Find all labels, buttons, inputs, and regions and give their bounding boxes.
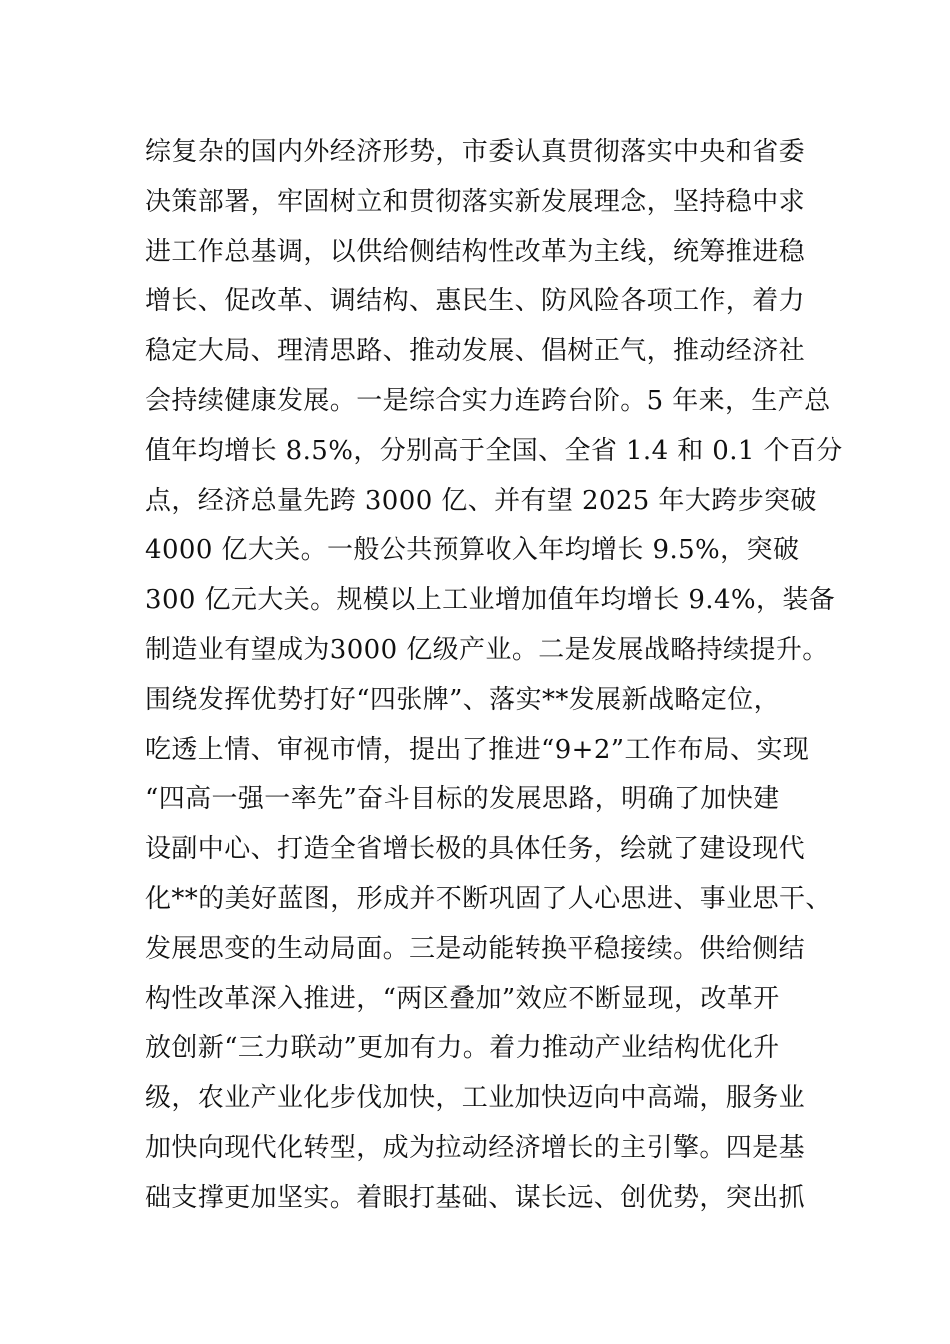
text-line: 4000 亿大关。一般公共预算收入年均增长 9.5%，突破 <box>145 535 800 566</box>
text-line: 构性改革深入推进，“两区叠加”效应不断显现，改革开 <box>145 983 780 1014</box>
text-line: 础支撑更加坚实。着眼打基础、谋长远、创优势，突出抓 <box>145 1182 806 1213</box>
text-line: 稳定大局、理清思路、推动发展、倡树正气，推动经济社 <box>145 336 806 367</box>
text-line: 增长、促改革、调结构、惠民生、防风险各项工作，着力 <box>145 286 806 317</box>
text-line: 放创新“三力联动”更加有力。着力推动产业结构优化升 <box>145 1033 780 1064</box>
text-line: 综复杂的国内外经济形势，市委认真贯彻落实中央和省委 <box>145 137 806 167</box>
text-line: 300 亿元大关。规模以上工业增加值年均增长 9.4%，装备 <box>145 585 836 616</box>
text-line: 设副中心、打造全省增长极的具体任务，绘就了建设现代 <box>145 834 806 865</box>
text-line: 围绕发挥优势打好“四张牌”、落实**发展新战略定位， <box>145 684 780 715</box>
text-line: “四高一强一率先”奋斗目标的发展思路，明确了加快建 <box>145 784 780 815</box>
text-line: 点，经济总量先跨 3000 亿、并有望 2025 年大跨步突破 <box>145 485 817 516</box>
text-line: 加快向现代化转型，成为拉动经济增长的主引擎。四是基 <box>145 1132 806 1163</box>
text-line: 发展思变的生动局面。三是动能转换平稳接续。供给侧结 <box>145 933 806 964</box>
body-paragraph <box>145 128 945 1224</box>
text-line: 级，农业产业化步伐加快，工业加快迈向中高端，服务业 <box>145 1083 806 1114</box>
text-line: 进工作总基调，以供给侧结构性改革为主线，统筹推进稳 <box>145 236 806 267</box>
text-line: 决策部署，牢固树立和贯彻落实新发展理念，坚持稳中求 <box>145 186 806 217</box>
text-line: 化**的美好蓝图，形成并不断巩固了人心思进、事业思干、 <box>145 883 832 914</box>
text-line: 会持续健康发展。一是综合实力连跨台阶。5 年来，生产总 <box>145 385 831 416</box>
text-line: 吃透上情、审视市情，提出了推进“9+2”工作布局、实现 <box>145 734 810 765</box>
text-line: 值年均增长 8.5%，分别高于全国、全省 1.4 和 0.1 个百分 <box>145 435 843 466</box>
text-line: 制造业有望成为3000 亿级产业。二是发展战略持续提升。 <box>145 634 829 665</box>
